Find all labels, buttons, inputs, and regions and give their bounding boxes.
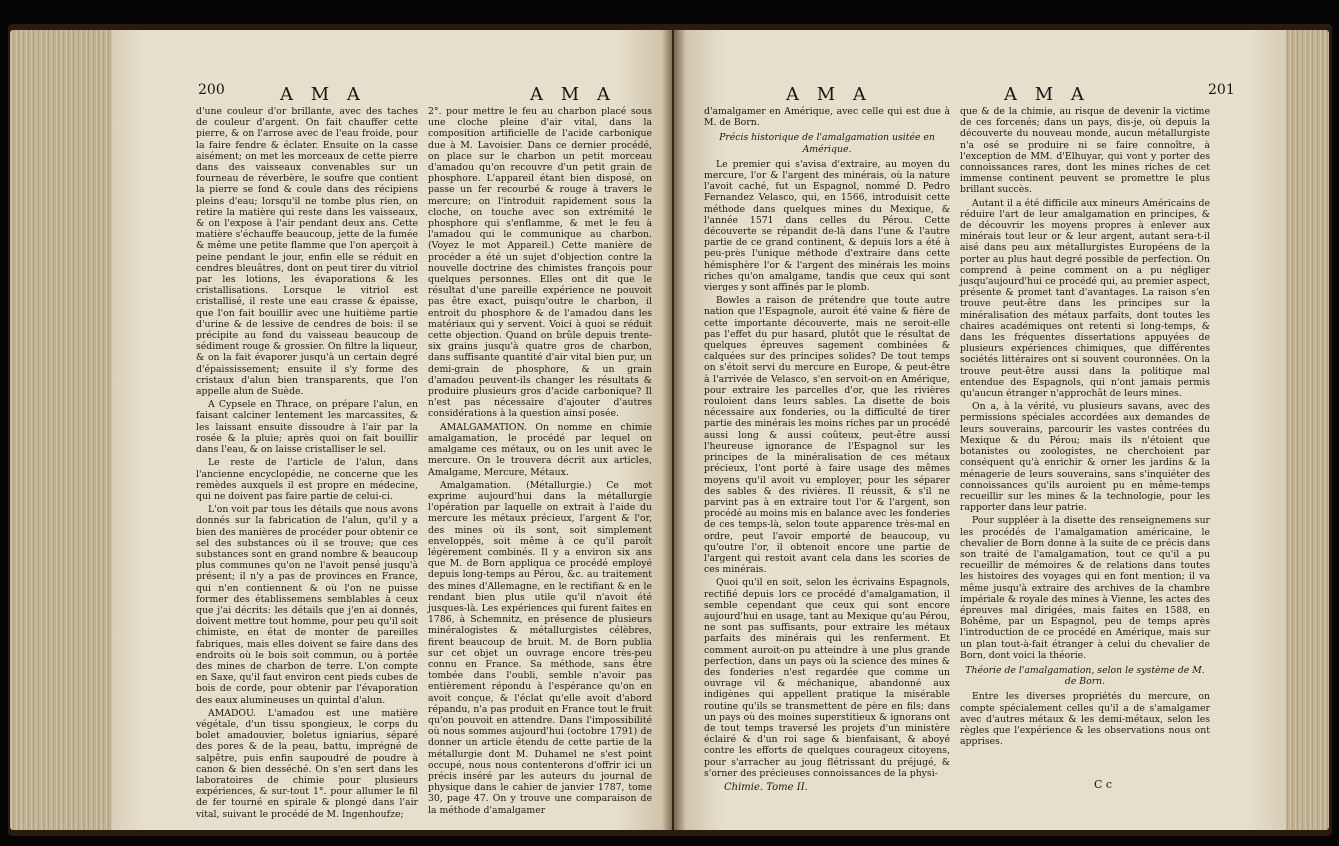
paragraph: Le reste de l'article de l'alun, dans l'ancienne encyclopédie, ne concerne que les remèdes auxquels il est propre en médecine, qui ne doivent pas faire partie de celui-ci. [196,457,418,502]
right-column-2 [960,106,1210,806]
page-number-right: 201 [1208,82,1235,98]
paragraph: Pour suppléer à la disette des renseignemens sur les procédés de l'amalgamation américaine, le chevalier de Born donne à la suite de ce précis dans son traité de l'amalgamation, tout ce qu'il a pu recueillir de mémoires & de relations dans toutes les histoires des voyages qui en font mention; il va même jusqu'à extraire des archives de la chambre impériale & royale des mines à Vienne, les actes des épreuves mal dirigées, mais faites en 1588, en Bohême, par un Espagnol, peu de temps après l'introduction de ce procédé en Amérique, mais sur un plan tout-à-fait étranger à celui du chevalier de Born, dont voici la théorie. [960,515,1210,661]
paragraph: Bowles a raison de prétendre que toute autre nation que l'Espagnole, auroit été vaine & fière de cette importante découverte, mais ne seroit-elle pas l'effet du pur hasard, plutôt que le résultat de quelques épreuves sagement combinées & calquées sur des principes solides? De tout temps on s'étoit servi du mercure en Europe, & peut-être à l'arrivée de Velasco, s'en servoit-on en Amérique, pour extraire les parcelles d'or, que les rivières rouloient dans leurs sables. La disette de bois nécessaire aux fonderies, ou la difficulté de tirer partie des minérais les moins riches par un procédé aussi long & aussi coûteux, peut-être aussi l'heureuse ignorance de l'Espagnol sur les principes de la minéralisation de ces métaux précieux, l'ont porté à faire usage des mêmes moyens qu'il avoit vu employer, pour les séparer des sables & des rivières. Il réussit, & s'il ne parvint pas à en extraire tout l'or & l'argent, son procédé au moins mis en balance avec les fonderies de ces temps-là, selon toute apparence très-mal en ordre, peut l'avoir emporté de beaucoup, vu qu'outre l'or, il obtenoit encore une partie de l'argent qui restoit avant cela dans les scories de ces minérais. [704,295,950,576]
page-number-left: 200 [198,82,225,98]
entry-amalgamation: AMALGAMATION. On nomme en chimie amalgamation, le procédé par lequel on amalgame ces métaux, ou on les unit avec le mercure. On le trouvera décrit aux articles, Amalgame, Mercure, Métaux. [428,421,652,478]
entry-amalgamation-metallurgie: Amalgamation. (Métallurgie.) Ce mot exprime aujourd'hui dans la métallurgie l'opération par laquelle on extrait à l'aide du mercure les métaux précieux, l'argent & l'or, des mines où ils sont, soit simplement enveloppés, soit même à ce qu'il paroît légèrement combinés. Il y a environ six ans que M. de Born appliqua ce procédé employé depuis long-temps au Pérou, &c. au traitement des mines d'Allemagne, en le rectifiant & en le rendant bien plus utile qu'il n'avoit été jusques-là. Les expériences qui furent faites en 1786, à Schemnitz, en présence de plusieurs minéralogistes & métallurgistes célèbres, firent beaucoup de bruit. M. de Born publia sur cet objet un ouvrage encore très-peu connu en France. Sa méthode, sans être tombée dans l'oubli, semble n'avoir pas entièrement répondu à l'espérance qu'on en avoit conçue, & l'éclat qu'elle avoit d'abord répandu, n'a pas produit en France tout le fruit qu'on pouvoit en attendre. Dans l'impossibilité où nous sommes aujourd'hui (octobre 1791) de donner un article étendu de cette partie de la métallurgie dont M. Duhamel ne s'est point occupé, nous nous contenterons d'offrir ici un précis inséré par les auteurs du journal de physique dans le cahier de janvier 1787, tome 30, page 47. On y trouve une comparaison de la méthode d'amalgamer [428,479,652,816]
running-head-left-b: A M A [530,84,616,105]
page-edges-right [1279,30,1329,830]
right-column-1 [704,106,950,806]
section-subtitle: Précis historique de l'amalgamation usitée en Amérique. [719,132,935,155]
book-gutter [662,30,686,830]
left-column-1 [196,106,418,820]
running-head-left-a: A M A [280,84,366,105]
paragraph: Le premier qui s'avisa d'extraire, au moyen du mercure, l'or & l'argent des minérais, où la nature l'avoit caché, fut un Espagnol, nommé D. Pedro Fernandez Velasco, qui, en 1566, introduisit cette méthode dans quelques mines du Mexique, & l'année 1571 dans celles du Pérou. Cette découverte se répandit de-là dans l'une & l'autre partie de ce grand continent, & depuis lors a été à peu-près l'unique méthode d'extraire dans cette hémisphère l'or & l'argent des minérais les moins riches qu'on amalgame, tandis que ceux qui sont vierges y sont affinés par le plomb. [704,158,950,294]
paragraph: Quoi qu'il en soit, selon les écrivains Espagnols, rectifié depuis lors ce procédé d'amalgamation, il semble cependant que ceux qui sont encore aujourd'hui en usage, tant au Mexique qu'au Pérou, ne sont pas suffisants, pour extraire les métaux parfaits des minérais qui les renferment. Et comment auroit-on pu atteindre à une plus grande perfection, dans un pays où la science des mines & des fonderies n'est regardée que comme un ouvrage vil & méchanique, abandonné aux indigènes qui appellent pratique la misérable routine qu'ils se transmettent de père en fils; dans un pays où des moines superstitieux & ignorans ont de tout temps traversé les projets d'un ministère éclairé & d'un roi sage & bienfaisant, & aboyé contre les efforts de quelques courageux citoyens, pour s'arracher au joug flétrissant du préjugé, & s'orner des précieuses connoissances de la physi- [704,577,950,779]
left-column-2 [428,106,652,816]
paragraph: Autant il a été difficile aux mineurs Américains de réduire l'art de leur amalgamation en principes, & de découvrir les moyens propres à enlever aux minérais tout leur or & leur argent, autant sera-t-il aisé dans peu aux métallurgistes Européens de la porter au plus haut degré possible de perfection. On comprend à peine comment on a pu négliger jusqu'aujourd'hui ce procédé qui, au premier aspect, présente & promet tant d'avantages. La raison s'en trouve peut-être dans les principes sur la minéralisation des métaux parfaits, dont toutes les chaires académiques ont retenti si long-temps, & dans les fréquentes dissertations appuyées de plusieurs expériences chimiques, que différentes sociétés littéraires ont si souvent couronnées. On la trouve peut-être aussi dans la politique mal entendue des Espagnols, qui n'ont jamais permis qu'aucun étranger n'approchât de leurs mines. [960,197,1210,400]
paragraph: On a, à la vérité, vu plusieurs savans, avec des permissions spéciales accordées aux demandes de leurs souverains, parcourir les vastes contrées du Mexique & du Pérou; mais ils n'étoient que botanistes ou zoologistes, ne cherchoient par conséquent qu'à enrichir & orner les jardins & la ménagerie de leurs souverains, sans s'inquiéter des connoissances qu'ils auroient pu en même-temps recueillir sur les mines & la technologie, pour les rapporter dans leur patrie. [960,401,1210,514]
paragraph: 2°. pour mettre le feu au charbon placé sous une cloche pleine d'air vital, dans la composition artificielle de l'acide carbonique due à M. Lavoisier. Dans ce dernier procédé, on place sur le charbon un petit morceau d'amadou qu'on recouvre d'un petit grain de phosphore. L'appareil étant bien disposé, on passe un fer recourbé & rouge à travers le mercure; on l'introduit rapidement sous la cloche, on touche avec son extrémité le phosphore qui s'enflamme, & met le feu à l'amadou qui le communique au charbon. (Voyez le mot Appareil.) Cette manière de procéder a été un sujet d'objection contre la nouvelle doctrine des chimistes françois pour quelques personnes. Elles ont dit que le résultat d'une pareille expérience ne pouvoit pas être exact, puisqu'outre le charbon, il entroit du phosphore & de l'amadou dans les matériaux qui y servent. Voici à quoi se réduit cette objection. Quand on brûle depuis trente-six grains jusqu'à quatre gros de charbon, dans suffisante quantité d'air vital bien pur, un demi-grain de phosphore, & un grain d'amadou peuvent-ils changer les résultats & produire plusieurs gros d'acide carbonique? Il n'est pas nécessaire d'ajouter d'autres considérations à la question ainsi posée. [428,106,652,420]
section-subtitle: Théorie de l'amalgamation, selon le système de M. de Born. [965,664,1205,688]
entry-amadou: AMADOU. L'amadou est une matière végétale, d'un tissu spongieux, le corps du bolet amadouvier, boletus igniarius, séparé des pores & de la peau, battu, imprégné de salpêtre, puis enfin saupoudré de poudre à canon & bien desséché. On s'en sert dans les laboratoires de chimie pour plusieurs expériences, & sur-tout 1°. pour allumer le fil de fer tourné en spirale & plongé dans l'air vital, suivant le procédé de M. Ingenhoufze; [196,707,418,820]
paragraph: L'on voit par tous les détails que nous avons donnés sur la fabrication de l'alun, qu'il y a bien des manières de procéder pour obtenir ce sel des substances où il se trouve; que ces substances sont en grand nombre & beaucoup plus communes qu'on ne l'avoit pensé jusqu'à présent; il n'y a pas de provinces en France, qui n'en contiennent & où l'on ne puisse former des établissemens semblables à ceux que j'ai décrits: les détails que j'en ai donnés, doivent mettre tout homme, pour peu qu'il soit chimiste, en état de monter de pareilles fabriques, mais elles doivent se faire dans des endroits où le bois soit commun, ou à portée des mines de charbon de terre. L'on compte en Saxe, qu'il faut environ cent pieds cubes de bois de corde, pour obtenir par l'évaporation des eaux alumineuses un quintal d'alun. [196,504,418,706]
signature-mark: C c [1094,778,1113,791]
paragraph: que & de la chimie, au risque de devenir la victime de ces forcenés; dans un pays, dis-je, où depuis la découverte du nouveau monde, aucun métallurgiste n'a osé se produire ni se faire connoître, à l'exception de MM. d'Elhuyar, qui vont y porter des connoissances rares, dont les mines riches de cet immense continent peuvent se promettre le plus brillant succès. [960,106,1210,196]
left-page [112,30,672,830]
paragraph: d'amalgamer en Amérique, avec celle qui est due à M. de Born. [704,106,950,129]
page-edges-left [10,30,120,830]
paragraph: A Cypsele en Thrace, on prépare l'alun, en faisant calciner lentement les marcassites, & les laissant ensuite dissoudre à l'air par la rosée & la pluie; après quoi on fait bouillir dans l'eau, & on laisse cristalliser le sel. [196,399,418,456]
running-head-right-a: A M A [786,84,872,105]
right-page [674,30,1286,830]
paragraph: d'une couleur d'or brillante, avec des taches de couleur d'argent. On fait chauffer cette pierre, & on l'arrose avec de l'eau froide, pour la faire fendre & éclater. Ensuite on la casse aisément; on met les morceaux de cette pierre dans des vaisseaux convenables sur un fourneau de réverbère, le soufre que contient la pierre se fond & coule dans des récipiens pleins d'eau; lorsqu'il ne tombe plus rien, on retire la matière qui reste dans les vaisseaux, & on l'expose à l'air pendant deux ans. Cette matière s'échauffe beaucoup, jette de la fumée & même une petite flamme que l'on aperçoit à peine pendant le jour, enfin elle se réduit en cendres bleuâtres, dont on peut tirer du vitriol par les lotions, les évaporations & les cristallisations. Lorsque le vitriol est cristallisé, il reste une eau crasse & épaisse, que l'on fait bouillir avec une huitième partie d'urine & de lessive de cendres de bois: il se précipite au fond du vaisseau beaucoup de sédiment rouge & grossier. On filtre la liqueur, & on la fait évaporer jusqu'à un certain degré d'épaississement; ensuite il s'y forme des cristaux d'alun bien transparents, que l'on appelle alun de Suède. [196,106,418,398]
footer-signature: Chimie. Tome II. [724,782,808,793]
paragraph: Entre les diverses propriétés du mercure, on compte spécialement celles qu'il a de s'amalgamer avec d'autres métaux & les demi-métaux, selon les règles que l'expérience & les observations nous ont apprises. [960,691,1210,748]
running-head-right-b: A M A [1004,84,1090,105]
